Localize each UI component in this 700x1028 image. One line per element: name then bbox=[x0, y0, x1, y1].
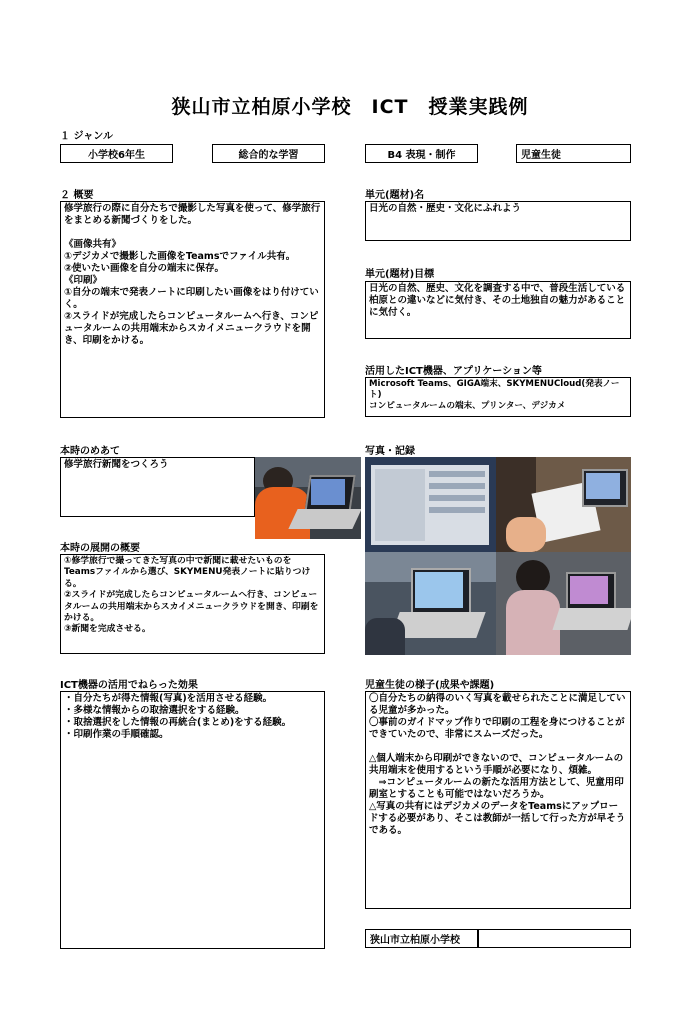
photo-girls-laptops bbox=[496, 552, 631, 655]
photo-students-desk bbox=[496, 457, 631, 552]
student-laptop-photo bbox=[255, 457, 361, 539]
user-cell: 児童生徒 bbox=[516, 144, 631, 163]
lesson-goal-heading: 本時のめあて bbox=[60, 446, 120, 457]
unit-goal-heading: 単元(題材)目標 bbox=[365, 269, 435, 280]
page-title: 狭山市立柏原小学校 ICT 授業実践例 bbox=[171, 96, 529, 118]
area-cell: B4 表現・制作 bbox=[365, 144, 478, 163]
ict-tools-heading: 活用したICT機器、アプリケーション等 bbox=[365, 366, 542, 377]
unit-name-heading: 単元(題材)名 bbox=[365, 190, 425, 201]
grade-cell: 小学校6年生 bbox=[60, 144, 173, 163]
unit-name-text: 日光の自然・歴史・文化にふれよう bbox=[365, 201, 631, 241]
lesson-goal-text: 修学旅行新聞をつくろう bbox=[60, 457, 255, 517]
footer-empty-cell bbox=[478, 929, 631, 948]
lesson-flow-text: ①修学旅行で撮ってきた写真の中で新聞に載せたいものをTeamsファイルから選び、SKYMENU発表ノートに貼りつける。 ②スライドが完成したらコンピュータルームへ行き、コンピュータルームの共用端末からスカイメニュークラウドを開き、印刷をかける。 ③新聞を完成させる。 bbox=[60, 554, 325, 654]
student-state-text: 〇自分たちの納得のいく写真を載せられたことに満足している児童が多かった。 〇事前のガイドマップ作りで印刷の工程を身につけることができていたので、非常にスムーズだった。 △個人端末から印刷ができないので、コンピュータルームの共用端末を使用するという手順が必要になり、煩雑。 ⇒コンピュータルームの新たな活用方法として、児童用印刷室とすることも可能ではないだろうか。 △写真の共有にはデジカメのデータをTeamsにアップロードする必要があり、そこは教師が一括して行った方が早そうである。 bbox=[365, 691, 631, 909]
effects-heading: ICT機器の活用でねらった効果 bbox=[60, 680, 198, 691]
effects-text: ・自分たちが得た情報(写真)を活用させる経験。 ・多様な情報からの取捨選択をする経験。 ・取捨選択をした情報の再統合(まとめ)をする経験。 ・印刷作業の手順確認。 bbox=[60, 691, 325, 949]
overview-text: 修学旅行の際に自分たちで撮影した写真を使って、修学旅行をまとめる新聞づくりをした。 《画像共有》 ①デジカメで撮影した画像をTeamsでファイル共有。 ②使いたい画像を自分の端末に保存。 《印刷》 ①自分の端末で発表ノートに印刷したい画像をはり付けていく。 ②スライドが完成したらコンピュータルームへ行き、コンピュータルームの共用端末からスカイメニュークラウドを開き、印刷をかける。 bbox=[60, 201, 325, 418]
genre-heading: １ ジャンル bbox=[60, 131, 114, 142]
unit-goal-text: 日光の自然、歴史、文化を調査する中で、普段生活している柏原との違いなどに気付き、その土地独自の魅力があることに気付く。 bbox=[365, 281, 631, 339]
footer-school-cell: 狭山市立柏原小学校 bbox=[365, 929, 478, 948]
photos-heading: 写真・記録 bbox=[365, 446, 415, 457]
photo-monitor-screen bbox=[365, 457, 496, 552]
ict-tools-text: Microsoft Teams、GIGA端末、SKYMENUCloud(発表ノート) コンピュータルームの端末、プリンター、デジカメ bbox=[365, 377, 631, 417]
overview-heading: ２ 概要 bbox=[60, 190, 94, 201]
subject-cell: 総合的な学習 bbox=[212, 144, 325, 163]
student-state-heading: 児童生徒の様子(成果や課題) bbox=[365, 680, 495, 691]
photo-typing-student bbox=[365, 552, 496, 655]
lesson-flow-heading: 本時の展開の概要 bbox=[60, 543, 140, 554]
